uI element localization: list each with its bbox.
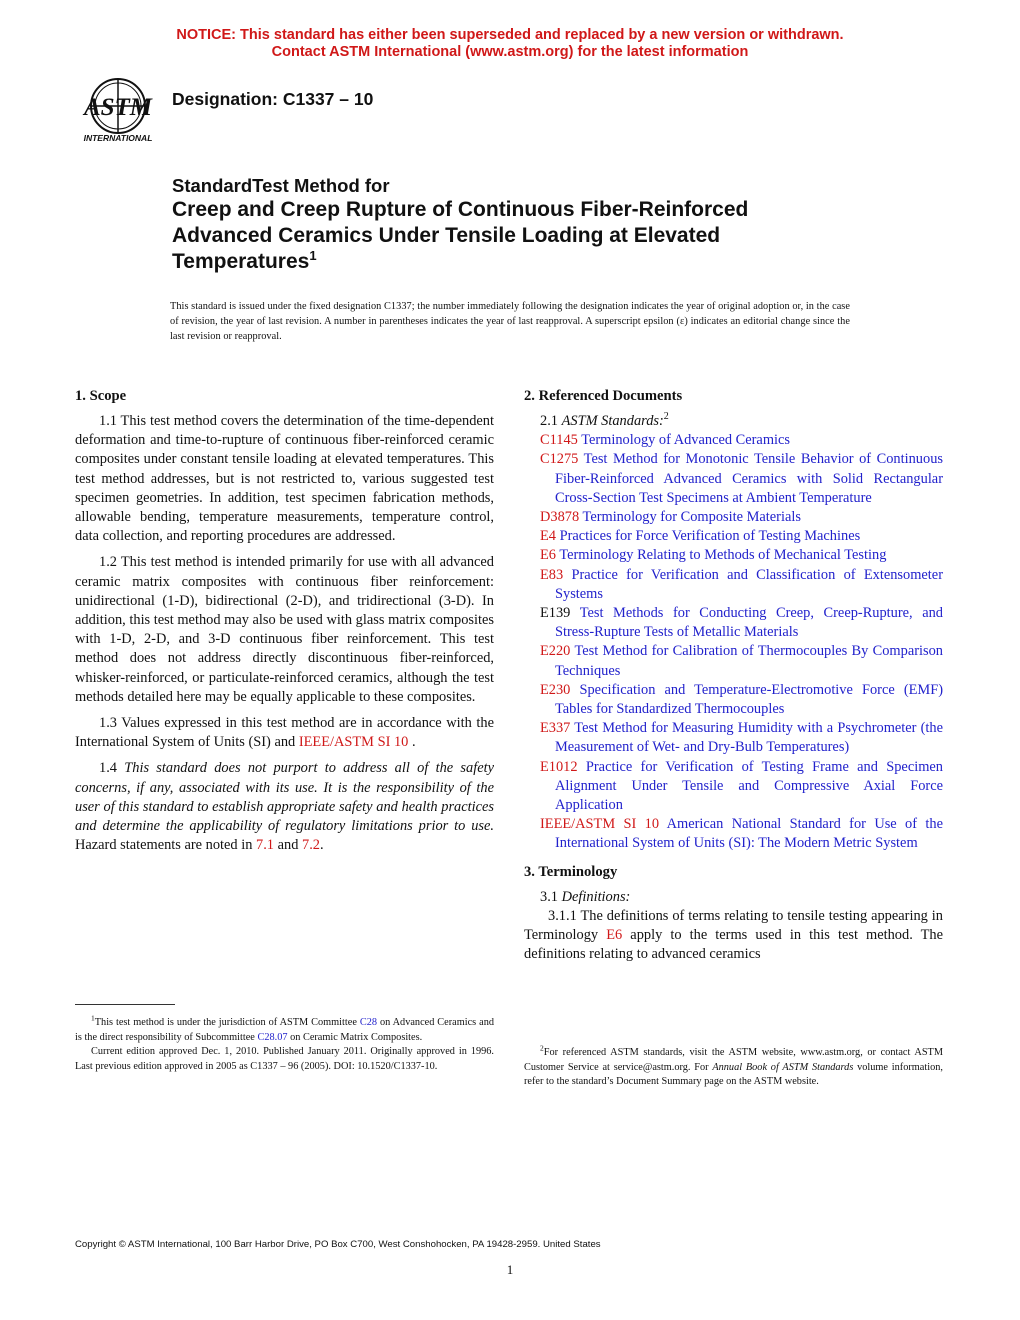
copyright: Copyright © ASTM International, 100 Barr Harbor Drive, PO Box C700, West Conshohocken, PA 19428-2959. United States xyxy=(75,1239,601,1250)
terminology-3-1-1 xyxy=(524,907,943,965)
footnote-2 xyxy=(524,1043,943,1090)
footnote-2-text xyxy=(524,1043,943,1090)
reference-title[interactable]: Test Method for Measuring Humidity with a Psychrometer (the Measurement of Wet- and Dry-Bulb Temperatures) xyxy=(555,720,943,756)
footnote-2-text-b: volume information, refer to the standard’s Document Summary page on the ASTM website. xyxy=(524,1061,943,1088)
footnote-2-marker: 2 xyxy=(540,1043,544,1053)
reference-title[interactable]: Specification and Temperature-Electromotive Force (EMF) Tables for Standardized Thermocouples xyxy=(555,681,943,718)
reference-title[interactable]: Terminology of Advanced Ceramics xyxy=(581,432,790,449)
e6-link[interactable]: E6 xyxy=(606,927,623,944)
reference-designation[interactable]: E230 xyxy=(540,681,571,698)
reference-designation[interactable]: E6 xyxy=(540,547,556,564)
title-line-3-text: Temperatures xyxy=(172,250,310,273)
reference-title[interactable]: Practice for Verification of Testing Frame and Specimen Alignment Under Tensile and Compressive Axial Force Application xyxy=(555,758,943,814)
reference-item xyxy=(524,758,943,816)
footnote-1 xyxy=(75,1013,494,1074)
reference-title[interactable]: American National Standard for Use of the International System of Units (SI): The Modern Metric System xyxy=(555,816,943,852)
scope-1-3 xyxy=(75,714,494,752)
title-line-2: Advanced Ceramics Under Tensile Loading at Elevated xyxy=(172,224,721,247)
terminology-text: 3.1.1 The definitions of terms relating to tensile testing appearing in Terminology xyxy=(524,907,943,944)
reference-title[interactable]: Practices for Force Verification of Testing Machines xyxy=(559,528,861,545)
reference-designation[interactable]: E1012 xyxy=(540,758,578,775)
reference-item xyxy=(524,450,943,508)
ieee-si10-link[interactable]: IEEE/ASTM SI 10 xyxy=(298,734,409,751)
reference-title[interactable]: Test Methods for Conducting Creep, Creep-Rupture, and Stress-Rupture Tests of Metallic Materials xyxy=(555,605,943,641)
footnote-1-text-c: on Ceramic Matrix Composites. xyxy=(287,1031,423,1043)
reference-designation[interactable]: IEEE/ASTM SI 10 xyxy=(540,816,660,833)
withdrawn-notice xyxy=(0,27,1020,61)
reference-item xyxy=(524,815,943,853)
right-column xyxy=(524,387,943,964)
reference-item xyxy=(524,719,943,757)
reference-designation[interactable]: C1145 xyxy=(540,432,578,449)
title-footnote-ref[interactable]: 1 xyxy=(309,248,317,263)
logo-text: ASTM xyxy=(83,94,153,121)
scope-1-3-end: . xyxy=(408,734,416,751)
footnote-1-marker: 1 xyxy=(91,1013,95,1023)
definitions-subheading xyxy=(524,888,943,907)
designation: Designation: C1337 – 10 xyxy=(172,89,374,109)
issued-note: This standard is issued under the fixed designation C1337; the number immediately following the designation indicates the year of original adoption or, in the case of revision, the year of last revision. A number in parentheses indicates the year of last reapproval. A superscript epsilon (ε) indicates an editorial change since the last revision or reapproval. xyxy=(170,301,850,342)
scope-1-4-text: Hazard statements are noted in xyxy=(75,837,257,854)
committee-c28-link[interactable]: C28 xyxy=(359,1017,377,1028)
scope-1-2: 1.2 This test method is intended primarily for use with all advanced ceramic matrix composites with continuous fiber reinforcement: unidirectional (1-D), bidirectional (2-D), and tridirectional (3-D). In addition, this test method may also be used with glass matrix composites with 1-D, 2-D, and 3-D continuous fiber reinforcement. This test method does not address directly discontinuous fiber-reinforced, whisker-reinforced, or particulate-reinforced ceramics, although the test methods detailed here may be equally applicable to these composites. xyxy=(75,554,494,705)
footnote-1-text-a: This test method is under the jurisdiction of ASTM Committee xyxy=(94,1017,360,1028)
footnote-2-text-a: For referenced ASTM standards, visit the ASTM website, www.astm.org, or contact ASTM Customer Service at service@astm.org. For xyxy=(524,1047,943,1073)
scope-1-4-end: . xyxy=(320,837,324,854)
reference-designation[interactable]: E337 xyxy=(540,720,571,737)
logo-subtitle: INTERNATIONAL xyxy=(83,133,153,143)
notice-line-1: NOTICE: This standard has either been superseded and replaced by a new version or withdrawn. xyxy=(176,27,844,43)
astm-logo-icon xyxy=(74,76,162,144)
safety-caveat: This standard does not purport to address all of the safety concerns, if any, associated with its use. It is the responsibility of the user of this standard to establish appropriate safety and health practices and determine the applicability of regulatory limitations prior to use. xyxy=(75,760,494,835)
title-line-1: Creep and Creep Rupture of Continuous Fiber-Reinforced xyxy=(172,198,749,221)
astm-standards-label: ASTM Standards: xyxy=(561,413,664,429)
section-7-1-link[interactable]: 7.1 xyxy=(256,837,275,854)
section-7-2-link[interactable]: 7.2 xyxy=(302,837,320,854)
scope-heading: 1. Scope xyxy=(75,388,127,404)
definitions-label: Definitions: xyxy=(561,888,631,905)
footnote-divider xyxy=(75,1004,175,1005)
reference-title[interactable]: Test Method for Calibration of Thermocouples By Comparison Techniques xyxy=(555,643,943,679)
astm-logo xyxy=(74,76,162,144)
references-heading: 2. Referenced Documents xyxy=(524,388,683,404)
scope-1-4-num: 1.4 xyxy=(99,760,125,777)
subcommittee-c28-07-link[interactable]: C28.07 xyxy=(257,1031,288,1043)
reference-designation[interactable]: D3878 xyxy=(540,509,580,526)
definitions-num: 3.1 xyxy=(540,888,562,905)
reference-designation[interactable]: C1275 xyxy=(540,451,579,468)
reference-item xyxy=(524,681,943,719)
references-intro xyxy=(524,412,943,431)
scope-1-4-and: and xyxy=(274,837,302,854)
footnote-1-text-b: on Advanced Ceramics and is the direct responsibility of Subcommittee xyxy=(75,1017,494,1043)
reference-item xyxy=(524,527,943,546)
reference-item xyxy=(524,508,943,527)
title-line-3 xyxy=(172,249,872,275)
page-number: 1 xyxy=(506,1262,514,1277)
reference-title[interactable]: Terminology for Composite Materials xyxy=(582,509,801,526)
reference-title[interactable]: Test Method for Monotonic Tensile Behavior of Continuous Fiber-Reinforced Advanced Ceramics with Solid Rectangular Cross-Section Test Specimens at Ambient Temperature xyxy=(555,451,943,506)
reference-list xyxy=(524,431,943,853)
document-title xyxy=(172,175,872,275)
left-column xyxy=(75,387,494,855)
scope-1-4 xyxy=(75,759,494,855)
footnote-1-edition: Current edition approved Dec. 1, 2010. Published January 2011. Originally approved in 1996. Last previous edition approved in 2005 as C1337 – 96 (2005). DOI: 10.1520/C1337-10. xyxy=(75,1046,494,1072)
reference-designation[interactable]: E83 xyxy=(540,566,564,583)
reference-title[interactable]: Terminology Relating to Methods of Mechanical Testing xyxy=(559,547,887,564)
terminology-text-end: apply to the terms used in this test method. The definitions relating to advanced ceramics xyxy=(524,927,943,963)
references-intro-num: 2.1 xyxy=(540,413,562,429)
reference-item xyxy=(524,546,943,565)
footnote-2-ref[interactable]: 2 xyxy=(663,411,669,423)
annual-book-title: Annual Book of ASTM Standards xyxy=(712,1061,854,1073)
scope-1-3-text: 1.3 Values expressed in this test method are in accordance with the International System of Units (SI) and xyxy=(75,715,494,751)
scope-1-1: 1.1 This test method covers the determination of the time-dependent deformation and time-to-rupture of continuous fiber-reinforced ceramic composites under constant tensile loading at elevated temperatures. This test method addresses, but is not restricted to, various suggested test specimen geometries. In addition, test specimen fabrication methods, allowable bending, temperature measurements, temperature control, data collection, and reporting procedures are addressed. xyxy=(75,413,494,545)
reference-designation[interactable]: E4 xyxy=(540,528,556,545)
notice-line-2[interactable]: Contact ASTM International (www.astm.org) for the latest information xyxy=(271,44,749,60)
footnote-1-jurisdiction xyxy=(75,1013,494,1045)
reference-item xyxy=(524,642,943,680)
reference-item xyxy=(524,566,943,604)
title-pre: StandardTest Method for xyxy=(172,175,390,196)
reference-item xyxy=(524,431,943,450)
terminology-heading: 3. Terminology xyxy=(524,863,618,880)
reference-designation: E139 xyxy=(540,605,571,622)
reference-designation[interactable]: E220 xyxy=(540,643,571,660)
reference-title[interactable]: Practice for Verification and Classification of Extensometer Systems xyxy=(555,566,943,602)
reference-item xyxy=(524,604,943,642)
